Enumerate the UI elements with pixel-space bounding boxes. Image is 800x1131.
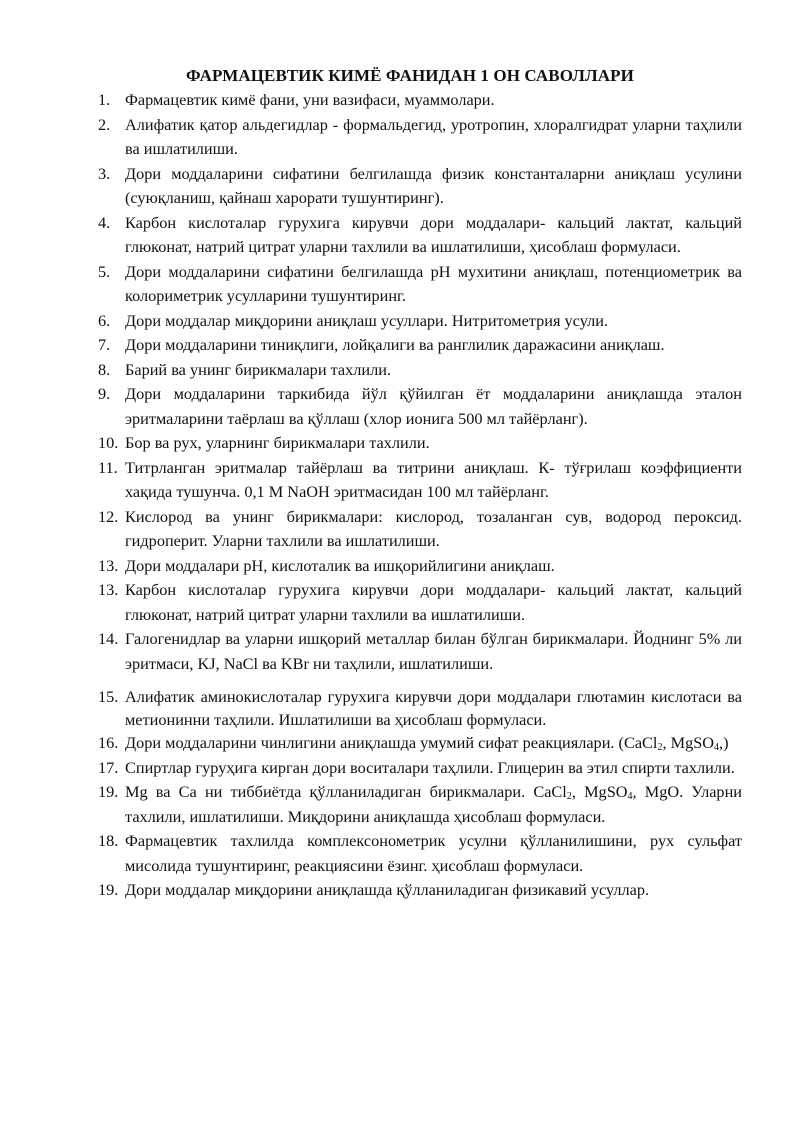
list-item bbox=[98, 456, 742, 505]
list-item bbox=[98, 113, 742, 162]
list-item bbox=[98, 829, 742, 878]
item-text: Дори моддаларини сифатини белгилашда pH мухитини аниқлаш, потенциометрик ва колориметрик усулларини тушунтиринг. bbox=[125, 261, 742, 305]
list-item bbox=[98, 505, 742, 554]
item-text: Алифатик қатор альдегидлар - формальдегид, уротропин, хлоралгидрат уларни таҳлили ва ишлатилиши. bbox=[125, 114, 742, 158]
item-number: 16. bbox=[98, 733, 119, 752]
item-text: Карбон кислоталар гурухига кирувчи дори моддалари- кальций лактат, кальций глюконат, натрий цитрат уларни тахлили ва ишлатилиши, ҳисоблаш формуласи. bbox=[125, 212, 742, 256]
item-text: Карбон кислоталар гурухига кирувчи дори моддалари- кальций лактат, кальций глюконат, натрий цитрат уларни тахлили ва ишлатилиши. bbox=[125, 580, 742, 624]
item-number: 4. bbox=[98, 212, 111, 232]
list-item bbox=[98, 780, 742, 829]
item-number: 15. bbox=[98, 687, 119, 706]
item-text: Фармацевтик тахлилда комплексонометрик усулни қўлланилишини, рух сульфат мисолида тушунтиринг, реакциясини ёзинг. ҳисоблаш формуласи. bbox=[125, 831, 742, 875]
item-text: Дори моддаларини тиниқлиги, лойқалиги ва ранглилик даражасини аниқлаш. bbox=[125, 335, 665, 354]
item-text: Алифатик аминокислоталар гурухига кирувчи дори моддалари глютамин кислотаси ва метионинни таҳлили. Ишлатилиши ва ҳисоблаш формуласи. bbox=[125, 687, 742, 729]
item-text: Дори моддаларини чинлигини аниқлашда умумий сифат реакциялари. (CaCl$_2$, MgSO$_4$,) bbox=[125, 733, 729, 753]
item-number: 3. bbox=[98, 163, 111, 183]
item-text: Бор ва рух, уларнинг бирикмалари тахлили. bbox=[125, 433, 430, 452]
item-text: Галогенидлар ва уларни ишқорий металлар билан бўлган бирикмалари. Йоднинг 5% ли эритмаси, KJ, NaCl ва KBr ни таҳлили, ишлатилиши. bbox=[125, 629, 742, 673]
list-item bbox=[98, 211, 742, 260]
item-number: 12. bbox=[98, 506, 119, 526]
item-number: 11. bbox=[98, 457, 118, 477]
item-number: 1. bbox=[98, 90, 111, 109]
item-number: 5. bbox=[98, 261, 111, 281]
list-item bbox=[98, 382, 742, 431]
item-text: Mg ва Ca ни тиббиётда қўлланиладиган бирикмалари. CaCl$_2$, MgSO$_4$, MgO. Уларни тахлили, ишлатилиши. Миқдорини аниқлашда ҳисоблаш формуласи. bbox=[125, 782, 742, 826]
item-text: Дори моддаларини таркибида йўл қўйилган ёт моддаларини аниқлашда эталон эритмаларини таёрлаш ва қўллаш (хлор ионига 500 мл тайёрланг). bbox=[125, 384, 742, 428]
item-number: 13. bbox=[98, 555, 119, 575]
item-text: Дори моддалари pH, кислоталик ва ишқорийлигини аниқлаш. bbox=[125, 555, 555, 575]
list-item bbox=[98, 358, 742, 383]
item-number: 8. bbox=[98, 359, 111, 379]
item-number: 18. bbox=[98, 831, 119, 850]
list-item bbox=[98, 731, 742, 756]
list-item bbox=[98, 578, 742, 627]
list-item bbox=[98, 554, 742, 579]
list-item bbox=[98, 756, 742, 781]
question-list bbox=[98, 88, 742, 903]
item-text: Кислород ва унинг бирикмалари: кислород, тозаланган сув, водород пероксид. гидроперит. Уларни тахлили ва ишлатилиши. bbox=[125, 506, 742, 550]
item-number: 14. bbox=[98, 629, 119, 648]
item-number: 13. bbox=[98, 580, 119, 599]
list-item bbox=[98, 685, 742, 731]
item-number: 6. bbox=[98, 310, 111, 330]
list-item bbox=[98, 878, 742, 903]
item-text: Дори моддаларини сифатини белгилашда физик константаларни аниқлаш усулини (суюқланиш, қайнаш харорати тушунтиринг). bbox=[125, 163, 742, 207]
item-number: 2. bbox=[98, 114, 111, 134]
list-item bbox=[98, 431, 742, 456]
item-number: 7. bbox=[98, 335, 111, 354]
list-item bbox=[98, 309, 742, 334]
list-item bbox=[98, 333, 742, 358]
list-item bbox=[98, 260, 742, 309]
item-number: 10. bbox=[98, 433, 119, 452]
item-number: 19. bbox=[98, 782, 119, 801]
item-number: 17. bbox=[98, 757, 119, 777]
item-text: Титрланган эритмалар тайёрлаш ва титрини аниқлаш. К- тўғрилаш коэффициенти хақида тушунча. 0,1 М NaOH эритмасидан 100 мл тайёрланг. bbox=[125, 457, 742, 501]
item-text: Спиртлар гуруҳига кирган дори воситалари таҳлили. Глицерин ва этил спирти тахлили. bbox=[125, 757, 735, 777]
list-item bbox=[98, 88, 742, 113]
list-item bbox=[98, 627, 742, 676]
item-text: Фармацевтик кимё фани, уни вазифаси, муаммолари. bbox=[125, 90, 495, 109]
item-text: Дори моддалар миқдорини аниқлашда қўлланиладиган физикавий усуллар. bbox=[125, 880, 650, 899]
item-number: 9. bbox=[98, 384, 111, 403]
list-item bbox=[98, 162, 742, 211]
item-text: Дори моддалар миқдорини аниқлаш усуллари. Нитритометрия усули. bbox=[125, 310, 609, 330]
item-text: Барий ва унинг бирикмалари тахлили. bbox=[125, 359, 392, 379]
page-title: ФАРМАЦЕВТИК КИМЁ ФАНИДАН 1 ОН САВОЛЛАРИ bbox=[186, 66, 634, 85]
item-number: 19. bbox=[98, 880, 119, 899]
